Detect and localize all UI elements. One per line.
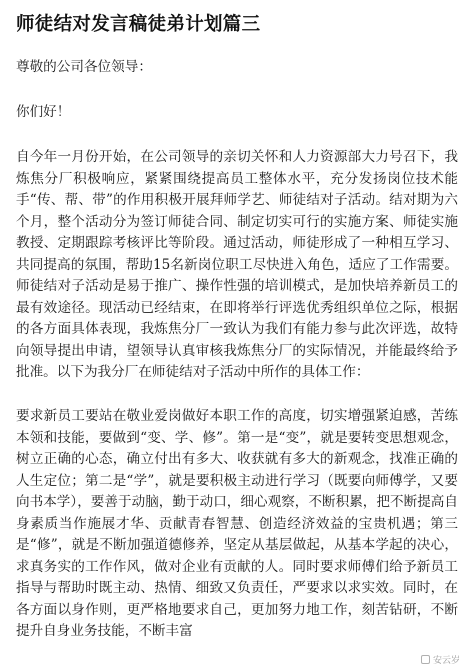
watermark [421,653,460,666]
watermark-logo-icon [421,655,430,664]
greeting: 你们好！ [16,104,71,120]
document-title: 师徒结对发言稿徒弟计划篇三 [16,14,261,35]
body-paragraph: 要求新员工要站在敬业爱岗做好本职工作的高度，切实增强紧迫感，苦练本领和技能，要做到“变、学、修”。第一是“变”，就是要转变思想观念，树立正确的心态，确立付出有多大、收获就有多大的新观念，找准正确的人生定位；第二是“学”，就是要积极主动进行学习（既要向师傅学，又要向书本学），要善于动脑，勤于动口，细心观察，不断积累，把不断提高自身素质当作施展才华、贡献青春智慧、创造经济效益的宝贵机遇；第三是“修”，就是不断加强道德修养，坚定从基层做起，从基本学起的决心，求真务实的工作作风，做对企业有贡献的人。同时要求师傅们给予新员工指导与帮助时既主动、热情、细致又负责任，严要求以求实效。同时，在各方面以身作则，更严格地要求自己，更加努力地工作，刻苦钻研，不断提升自身业务技能，不断丰富 [16,408,458,640]
watermark-text: 安云岁 [432,656,460,666]
body-paragraph: 自今年一月份开始，在公司领导的亲切关怀和人力资源部大力号召下，我炼焦分厂积极响应，紧紧围绕提高员工整体水平，充分发扬岗位技术能手“传、帮、带”的作用积极开展拜师学艺、师徒结对子活动。结对期为六个月，整个活动分为签订师徒合同、制定切实可行的实施方案、师徒实施教授、定期跟踪考核评比等阶段。通过活动，师徒形成了一种相互学习、共同提高的氛围，帮助15名新岗位职工尽快进入角色，适应了工作需要。师徒结对子活动是易于推广、操作性强的培训模式，是加快培养新员工的最有效途径。现活动已经结束，在即将举行评选优秀组织单位之际，根据的各方面具体表现，我炼焦分厂一致认为我们有能力参与此次评选，故特向领导提出申请，望领导认真审核我炼焦分厂的实际情况，并能最终给予批准。以下为我分厂在师徒结对子活动中所作的具体工作： [16,149,458,381]
salutation: 尊敬的公司各位领导： [16,59,152,75]
